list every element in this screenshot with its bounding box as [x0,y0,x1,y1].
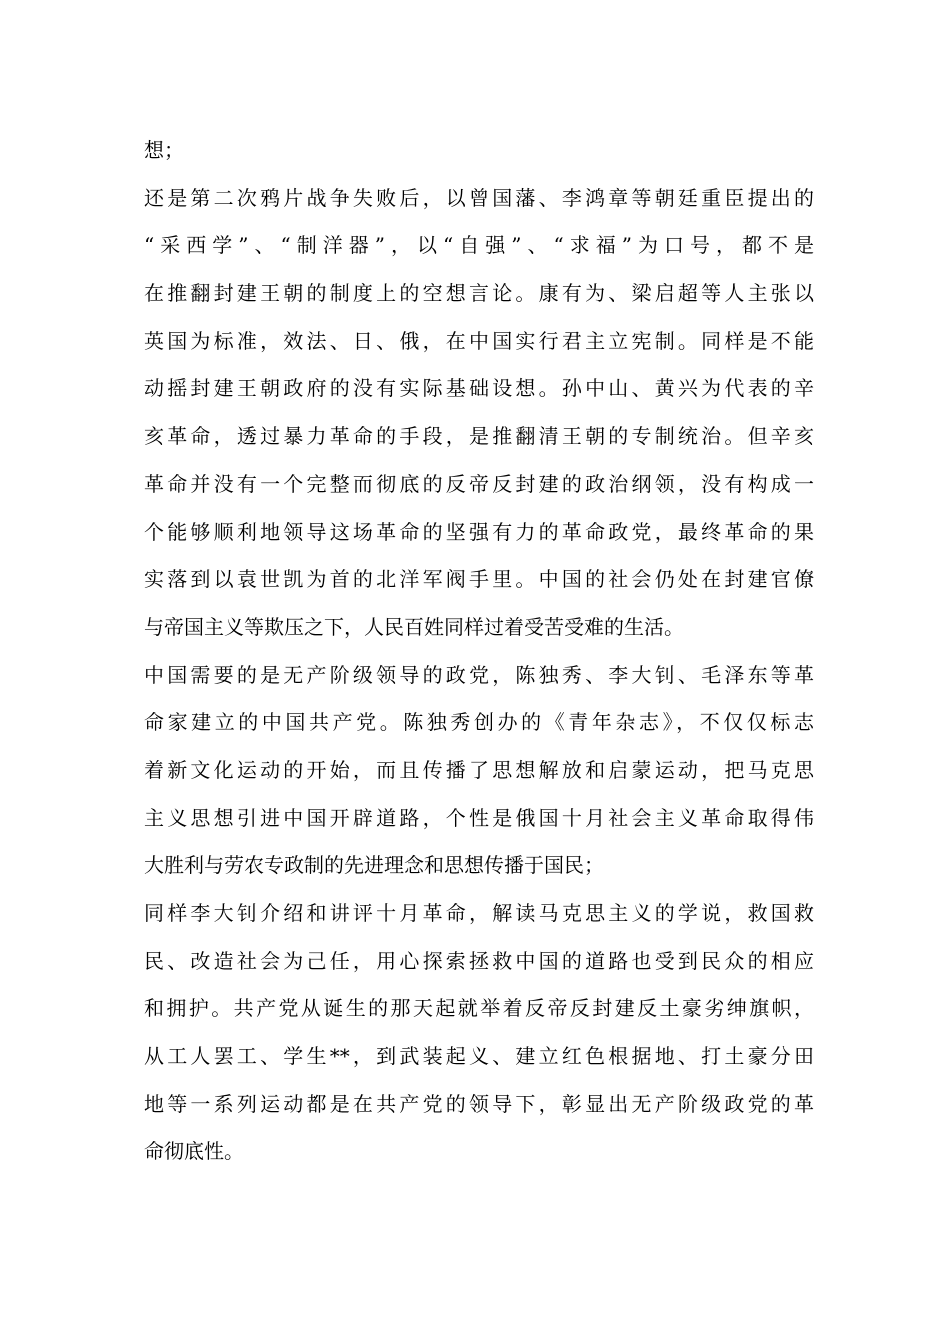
text-line: 想； [144,138,184,162]
text-line: 与帝国主义等欺压之下，人民百姓同样过着受苦受难的生活。 [144,614,684,639]
text-line: 还是第二次鸦片战争失败后，以曾国藩、李鸿章等朝廷重臣提出的 [144,185,814,210]
text-line: 从工人罢工、学生**，到武装起义、建立红色根据地、打土豪分田 [144,1044,814,1069]
body-text [144,127,814,1176]
text-line: 动摇封建王朝政府的没有实际基础设想。孙中山、黄兴为代表的辛 [144,376,814,401]
text-line: 在推翻封建王朝的制度上的空想言论。康有为、梁启超等人主张以 [144,281,814,306]
text-line: “采西学”、“制洋器”，以“自强”、“求福”为口号，都不是 [144,233,814,258]
text-line: 和拥护。共产党从诞生的那天起就举着反帝反封建反土豪劣绅旗帜， [144,996,814,1021]
text-line: 主义思想引进中国开辟道路，个性是俄国十月社会主义革命取得伟 [144,805,814,830]
text-line: 大胜利与劳农专政制的先进理念和思想传播于国民； [144,853,604,878]
text-line: 命彻底性。 [144,1139,244,1164]
text-line: 实落到以袁世凯为首的北洋军阀手里。中国的社会仍处在封建官僚 [144,567,814,592]
text-line: 地等一系列运动都是在共产党的领导下，彰显出无产阶级政党的革 [144,1091,814,1116]
text-line: 中国需要的是无产阶级领导的政党，陈独秀、李大钊、毛泽东等革 [144,662,814,687]
text-line: 革命并没有一个完整而彻底的反帝反封建的政治纲领，没有构成一 [144,471,814,496]
text-line: 英国为标准，效法、日、俄，在中国实行君主立宪制。同样是不能 [144,328,814,353]
text-line: 亥革命，透过暴力革命的手段，是推翻清王朝的专制统治。但辛亥 [144,424,814,449]
text-line: 民、改造社会为己任，用心探索拯救中国的道路也受到民众的相应 [144,948,814,973]
text-line: 着新文化运动的开始，而且传播了思想解放和启蒙运动，把马克思 [144,757,814,782]
text-line: 命家建立的中国共产党。陈独秀创办的《青年杂志》，不仅仅标志 [144,710,814,735]
text-line: 个能够顺利地领导这场革命的坚强有力的革命政党，最终革命的果 [144,519,814,544]
text-line: 同样李大钊介绍和讲评十月革命，解读马克思主义的学说，救国救 [144,901,814,925]
